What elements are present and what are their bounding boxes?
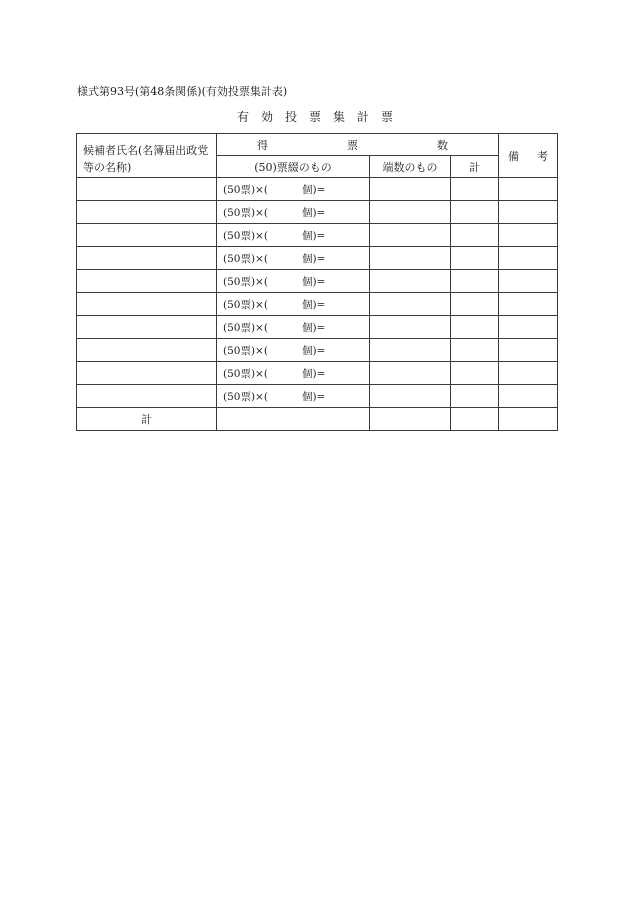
title-char: 集: [333, 110, 346, 124]
bundle-cell: [217, 178, 370, 201]
subtotal-cell: [451, 224, 499, 247]
remarks-cell: [499, 270, 558, 293]
form-number: 様式第93号(第48条関係)(有効投票集計表): [77, 85, 288, 98]
subtotal-cell: [451, 339, 499, 362]
subtotal-cell: [451, 247, 499, 270]
bundle-prefix: (50票)×(: [223, 321, 268, 334]
table-row: [77, 201, 558, 224]
table-row: [77, 293, 558, 316]
table-row: [77, 247, 558, 270]
bundle-prefix: (50票)×(: [223, 206, 268, 219]
fraction-header: 端数のもの: [370, 156, 451, 178]
title-char: 票: [381, 110, 394, 124]
total-subtotal-cell: [451, 408, 499, 431]
candidate-cell: [77, 362, 217, 385]
total-remarks-cell: [499, 408, 558, 431]
candidate-cell: [77, 201, 217, 224]
candidate-cell: [77, 293, 217, 316]
fraction-cell: [370, 247, 451, 270]
bundle-prefix: (50票)×(: [223, 344, 268, 357]
remarks-cell: [499, 224, 558, 247]
bundle-suffix: 個)=: [301, 344, 326, 357]
tally-table: [76, 133, 558, 431]
bundle-cell: [217, 362, 370, 385]
bundled-header: (50)票綴のもの: [217, 156, 370, 178]
bundle-suffix: 個)=: [301, 206, 326, 219]
bundle-suffix: 個)=: [301, 229, 326, 242]
subtotal-cell: [451, 270, 499, 293]
total-bundle-cell: [217, 408, 370, 431]
subtotal-header: 計: [451, 156, 499, 178]
fraction-cell: [370, 385, 451, 408]
bundle-cell: [217, 224, 370, 247]
table-row: [77, 178, 558, 201]
total-label: 計: [77, 408, 217, 431]
total-row: [77, 408, 558, 431]
bundle-prefix: (50票)×(: [223, 183, 268, 196]
remarks-cell: [499, 316, 558, 339]
remarks-cell: [499, 247, 558, 270]
candidate-cell: [77, 385, 217, 408]
table-row: [77, 385, 558, 408]
remarks-cell: [499, 293, 558, 316]
bundle-cell: [217, 270, 370, 293]
bundle-suffix: 個)=: [301, 252, 326, 265]
candidate-cell: [77, 247, 217, 270]
fraction-cell: [370, 270, 451, 293]
bundle-prefix: (50票)×(: [223, 390, 268, 403]
bundle-suffix: 個)=: [301, 183, 326, 196]
votes-header-char: 票: [347, 138, 358, 152]
total-fraction-cell: [370, 408, 451, 431]
title-char: 有: [236, 110, 249, 124]
bundle-cell: [217, 201, 370, 224]
header-row-1: [77, 134, 558, 156]
votes-header: [217, 134, 499, 156]
fraction-cell: [370, 316, 451, 339]
votes-header-char: 得: [257, 138, 268, 152]
candidate-cell: [77, 339, 217, 362]
subtotal-cell: [451, 201, 499, 224]
bundle-suffix: 個)=: [301, 321, 326, 334]
bundle-suffix: 個)=: [301, 275, 326, 288]
fraction-cell: [370, 178, 451, 201]
bundle-cell: [217, 339, 370, 362]
table-row: [77, 339, 558, 362]
table-row: [77, 224, 558, 247]
title-char: 投: [284, 110, 297, 124]
bundle-cell: [217, 247, 370, 270]
remarks-cell: [499, 201, 558, 224]
subtotal-cell: [451, 293, 499, 316]
bundle-cell: [217, 385, 370, 408]
title-char: 票: [308, 110, 321, 124]
bundle-prefix: (50票)×(: [223, 229, 268, 242]
bundle-prefix: (50票)×(: [223, 298, 268, 311]
title-char: 計: [357, 110, 370, 124]
remarks-cell: [499, 178, 558, 201]
votes-header-char: 数: [437, 138, 448, 152]
table-row: [77, 270, 558, 293]
candidate-header: 候補者氏名(名簿届出政党等の名称): [77, 134, 217, 178]
title-char: 効: [260, 110, 273, 124]
candidate-cell: [77, 270, 217, 293]
subtotal-cell: [451, 385, 499, 408]
fraction-cell: [370, 224, 451, 247]
candidate-cell: [77, 316, 217, 339]
table-row: [77, 362, 558, 385]
subtotal-cell: [451, 362, 499, 385]
bundle-suffix: 個)=: [301, 367, 326, 380]
bundle-cell: [217, 316, 370, 339]
remarks-cell: [499, 362, 558, 385]
bundle-prefix: (50票)×(: [223, 275, 268, 288]
bundle-suffix: 個)=: [301, 390, 326, 403]
fraction-cell: [370, 201, 451, 224]
form-title: [0, 108, 630, 125]
candidate-cell: [77, 178, 217, 201]
remarks-cell: [499, 385, 558, 408]
table-row: [77, 316, 558, 339]
fraction-cell: [370, 339, 451, 362]
bundle-suffix: 個)=: [301, 298, 326, 311]
subtotal-cell: [451, 178, 499, 201]
candidate-cell: [77, 224, 217, 247]
bundle-prefix: (50票)×(: [223, 252, 268, 265]
bundle-cell: [217, 293, 370, 316]
bundle-prefix: (50票)×(: [223, 367, 268, 380]
remarks-header-char: 考: [537, 149, 549, 163]
remarks-header: [499, 134, 558, 178]
subtotal-cell: [451, 316, 499, 339]
remarks-cell: [499, 339, 558, 362]
fraction-cell: [370, 362, 451, 385]
fraction-cell: [370, 293, 451, 316]
remarks-header-char: 備: [508, 149, 520, 163]
